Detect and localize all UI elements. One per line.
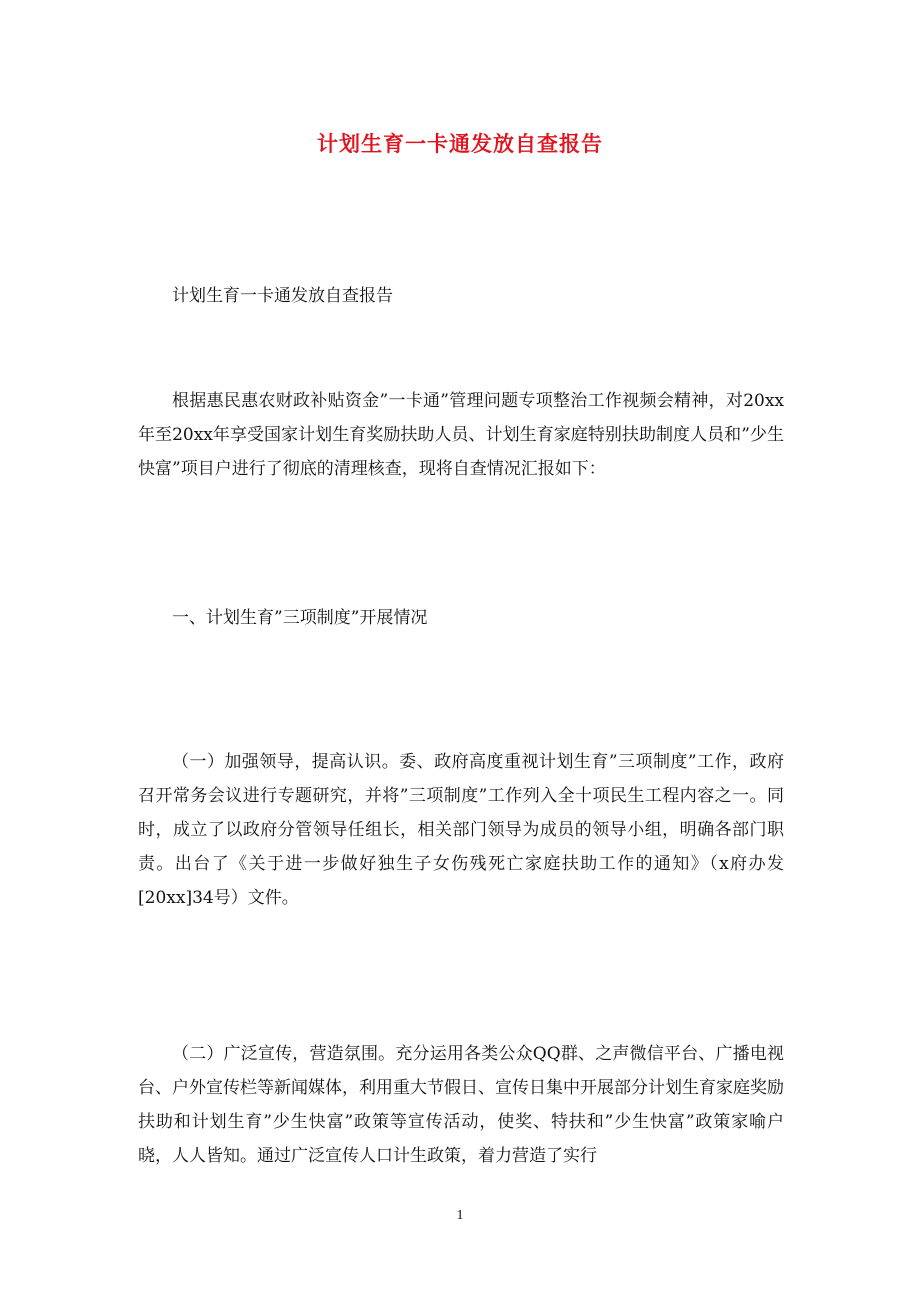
intro-paragraph: 根据惠民惠农财政补贴资金”一卡通”管理问题专项整治工作视频会精神，对20xx年至20xx年享受国家计划生育奖励扶助人员、计划生育家庭特别扶助制度人员和”少生快富”项目户进行了彻底的清理核查，现将自查情况汇报如下：: [138, 391, 784, 479]
document-subtitle: 计划生育一卡通发放自查报告: [172, 286, 393, 306]
section-heading-1: 一、计划生育”三项制度”开展情况: [172, 608, 428, 628]
page-number: 1: [456, 1208, 464, 1223]
document-title: 计划生育一卡通发放自查报告: [317, 132, 603, 156]
section-paragraph-1: （一）加强领导，提高认识。委、政府高度重视计划生育”三项制度”工作，政府召开常务会议进行专题研究，并将”三项制度”工作列入全十项民生工程内容之一。同时，成立了以政府分管领导任组长，相关部门领导为成员的领导小组，明确各部门职责。出台了《关于进一步做好独生子女伤残死亡家庭扶助工作的通知》（x府办发[20xx]34号）文件。: [138, 752, 784, 908]
section-paragraph-2: （二）广泛宣传，营造氛围。充分运用各类公众QQ群、之声微信平台、广播电视台、户外宣传栏等新闻媒体，利用重大节假日、宣传日集中开展部分计划生育家庭奖励扶助和计划生育”少生快富”政策等宣传活动，使奖、特扶和”少生快富”政策家喻户晓，人人皆知。通过广泛宣传人口计生政策，着力营造了实行: [138, 1044, 784, 1166]
